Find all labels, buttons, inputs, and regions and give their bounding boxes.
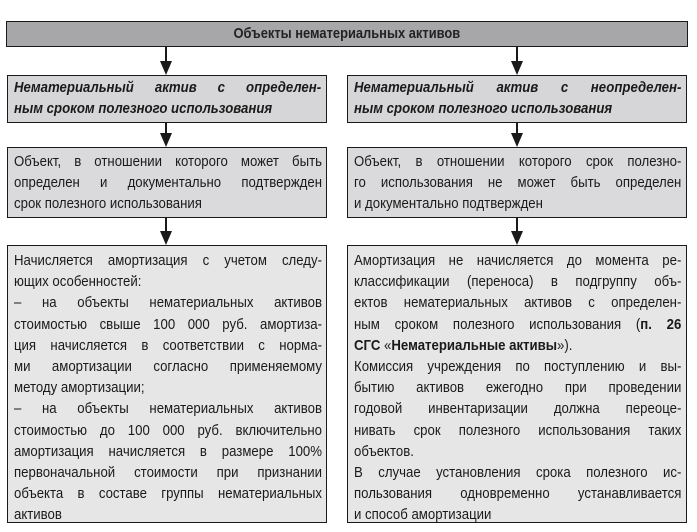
right-description-line: Амортизация не начисляется до момента ре- <box>354 252 682 269</box>
arrowhead-icon <box>160 61 172 75</box>
left-description-line: объекта в составе группы нематериальных <box>14 485 322 503</box>
left-description-line: – на объекты нематериальных активов <box>14 400 322 418</box>
left-description-line: ция начисляется в соответствии с норма- <box>14 336 322 354</box>
arrow-right-definition-to-description <box>511 218 523 245</box>
standard-reference: СГС <box>354 336 381 354</box>
left-description-node <box>7 245 327 523</box>
standard-name: Нематериальные активы <box>391 336 558 354</box>
left-definition-line: срок полезного использования <box>14 195 202 212</box>
left-description-line: активов <box>14 506 62 524</box>
left-description-line: стоимостью до 100 000 руб. включительно <box>14 421 322 439</box>
right-type-line: Нематериальный актив с неопределен- <box>354 79 682 96</box>
left-description-line: Начисляется амортизация с учетом следу- <box>14 252 322 269</box>
left-description-line: ми амортизации согласно применяемому <box>14 358 322 376</box>
right-definition-node <box>347 147 687 218</box>
right-definition-line: Объект, в отношении которого срок полезно- <box>354 153 682 170</box>
right-description-line: годовой инвентаризации должна переоце- <box>354 400 682 418</box>
right-description-text: ным сроком полезного использования ( <box>354 315 641 333</box>
right-description-line: пользования одновременно устанавливается <box>354 485 682 503</box>
right-description-line: Комиссия учреждения по поступлению и вы- <box>354 358 682 376</box>
right-description-line <box>354 314 680 335</box>
arrowhead-icon <box>511 231 523 245</box>
arrowhead-icon <box>511 133 523 147</box>
left-description-line: амортизация начисляется в размере 100% <box>14 442 322 460</box>
right-description-line <box>354 335 680 356</box>
arrow-root-to-left <box>160 47 172 75</box>
right-definition-line: го использования не может быть определен <box>354 174 682 191</box>
root-node-intangible-assets <box>6 21 688 47</box>
left-definition-line: определен и документально подтвержден <box>14 174 322 191</box>
quote-open: « <box>380 336 392 354</box>
right-description-line: бытию активов ежегодно при проведении <box>354 379 682 397</box>
left-description-line: ющих особенностей: <box>14 273 142 291</box>
arrow-left-definition-to-description <box>160 218 172 245</box>
quote-close: »). <box>557 336 573 354</box>
arrowhead-icon <box>160 231 172 245</box>
right-type-line: ным сроком полезного использования <box>354 100 613 117</box>
arrow-right-type-to-definition <box>511 123 523 147</box>
arrow-root-to-right <box>511 47 523 75</box>
left-description-line: – на объекты нематериальных активов <box>14 294 322 312</box>
right-description-line: классификации (переноса) в подгруппу объ- <box>354 273 682 291</box>
left-type-line: Нематериальный актив с определен- <box>14 79 322 96</box>
left-definition-line: Объект, в отношении которого может быть <box>14 153 322 170</box>
left-type-node <box>7 75 327 123</box>
paragraph-reference: п. 26 <box>640 315 682 333</box>
right-type-node <box>347 75 687 123</box>
right-description-node <box>347 245 687 523</box>
left-type-line: ным сроком полезного использования <box>14 100 273 117</box>
right-description-line: В случае установления срока полезного ис- <box>354 464 682 482</box>
root-node-title: Объекты нематериальных активов <box>233 25 461 42</box>
left-description-line: методу амортизации; <box>14 379 145 397</box>
arrowhead-icon <box>160 133 172 147</box>
left-description-line: стоимостью свыше 100 000 руб. амортиза- <box>14 315 322 333</box>
arrowhead-icon <box>511 61 523 75</box>
left-definition-node <box>7 147 327 218</box>
right-description-line: нивать срок полезного использования таких <box>354 421 682 439</box>
right-description-line: объектов. <box>354 442 414 460</box>
right-description-line: ектов нематериальных активов с определен- <box>354 294 682 312</box>
right-definition-line: и документально подтвержден <box>354 195 543 212</box>
left-description-line: первоначальной стоимости при признании <box>14 464 322 482</box>
arrow-left-type-to-definition <box>160 123 172 147</box>
right-description-line: и способ амортизации <box>354 506 492 524</box>
